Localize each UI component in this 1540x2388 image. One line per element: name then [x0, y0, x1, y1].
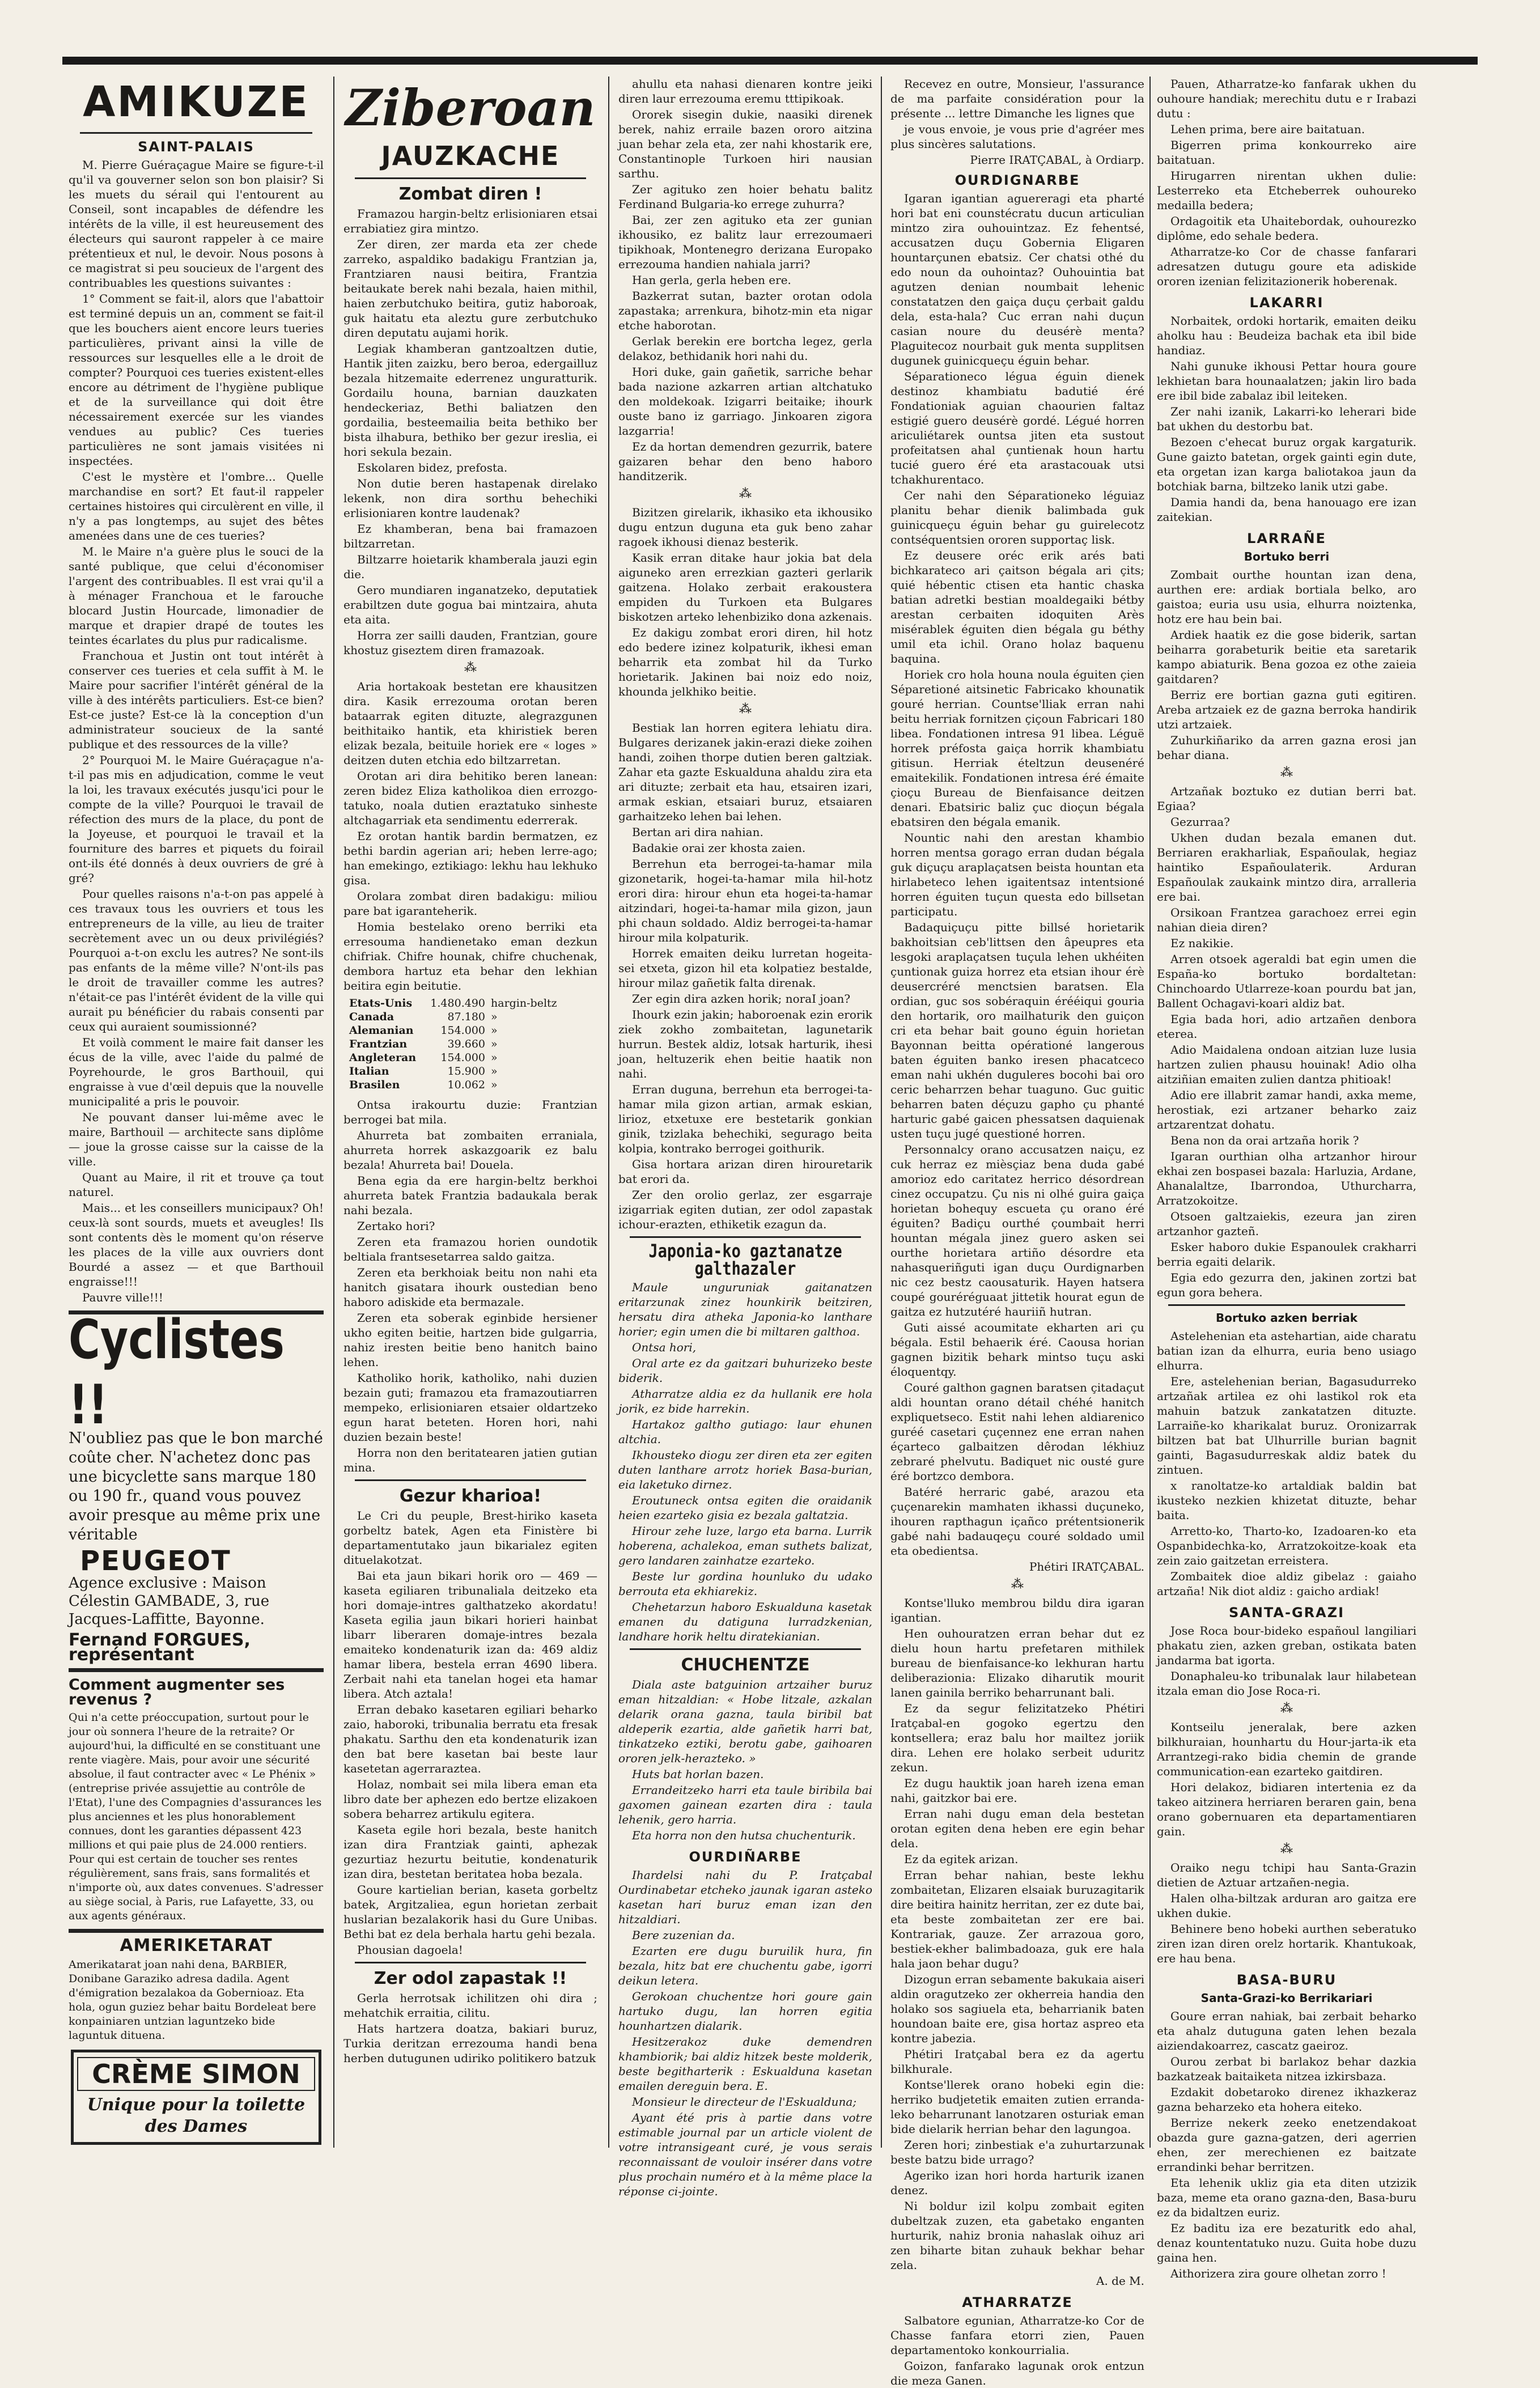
article-paragraph: Pauvre ville!!!	[82, 1291, 163, 1304]
masthead-amikuze: AMIKUZE	[83, 78, 309, 126]
asterism-icon: ⁂	[739, 702, 752, 716]
article-body	[69, 158, 324, 1305]
article-paragraph: Holaz, nombait sei mila libera eman eta libro date ber aphezen edo bertze elizakoen sobera beharrez artikulu egitera.	[343, 1778, 597, 1821]
article-paragraph: Franchoua et Justin ont tout intérêt à conserver ces tueries et cela suffit à M. le Maire pour sacrifier l'intérêt général de la ville à des intérêts particuliers. Est-ce bien? Est-ce juste? Est-ce là la conception d'un administrateur soucieux de la santé publique et des ressources de la ville?	[69, 649, 324, 751]
article-paragraph: Horrek emaiten deiku lurretan hogeita-sei etxeta, gizon hil eta kolpatiez bestalde, hirour milaz gañetik falta direnak.	[618, 947, 872, 990]
article-paragraph: Erran duguna, berrehun eta berrogei-ta-hamar mila gizon artian, armak eskian, lirioz, etxetuxe ere bestetarik gonkian ginik, tzizlaka behechiki, segurago beita kolpia, kontrako berrogei goithurik.	[618, 1083, 872, 1155]
article-paragraph: Horra non den beritatearen jatien gutian mina.	[343, 1446, 597, 1474]
article-paragraph: Atharratze aldia ez da hullanik ere hola jorik, ez bide harrekin.	[618, 1387, 872, 1415]
advert-title: CRÈME SIMON	[77, 2057, 315, 2091]
article-paragraph: Bizitzen girelarik, ikhasiko eta ikhousiko dugu entzun duguna eta guk beno zahar ragoek ikhousi dienaz besterik.	[618, 506, 872, 549]
article-body	[1157, 2009, 1416, 2281]
stats-cell: hargin-beltz	[491, 997, 557, 1010]
section-title-ourdinarbe: OURDIÑARBE	[689, 1849, 802, 1865]
stats-cell: »	[491, 1024, 498, 1037]
article-paragraph: Orotan ari dira behitiko beren lanean: zeren bidez Eliza katholikoa dien errozgo-tatuko, noala dutien eraztatuko sinheste altchagarriak eta sendimentu ederrerak.	[343, 769, 597, 827]
stats-cell: 10.062	[447, 1079, 485, 1091]
article-paragraph: Goizon, fanfarako lagunak orok entzun die meza Ganen.	[890, 2359, 1144, 2387]
article-body	[343, 1991, 597, 2065]
article-body	[1157, 784, 1416, 1300]
article-paragraph: Aria hortakoak bestetan ere khausitzen dira. Kasik errezouma orotan beren bataarrak egiten dituzte, alegrazgunen beithitaiko hantik, eta khiristiek beren elizak bezala, beituile horiek ere « loges » deitzen duten etchia edo biltzarretan.	[343, 680, 597, 767]
article-paragraph: Homia bestelako oreno berriki eta erresouma handienetako eman dezkun chifriak. Chifre hounak, chifre chuchenak, dembora hartuz eta behar den lekhian beitira egin beitutie.	[343, 920, 597, 992]
divider	[80, 132, 312, 134]
article-paragraph: Igaran igantian aguereragi eta pharté hori bat eni counstécratu ducun articulian mintzo zira ouhouintzaz. Ez fehentsé, accusatzen duçu Gobernia Eligaren hountarçunen ebatsiz. Cer chatsi othé du edo noun da ouhointaz? Ouhouintia bat agutzen denian noumbait lehenic constatatzen den gaiça duçu çerbait galdu dela, esta-hala? Cuc erran nahi duçun casian noure du deusérè menta? Plaguitecoz nourbait guk menta supplitsen dugunek guinicqueçu éguin behar.	[890, 192, 1144, 367]
article-paragraph: Couré galthon gagnen baratsen çitadaçut aldi hountan orano détail chéhé hanitch expliquetseco. Estit nahi lehen aldiarenico guréé casetari çuçennez ene erran nahen éçarteco galbaitzen dêrodan lékhiuz zebraré phelvutu. Badiquet nic ousté gure éré bortzco dembora.	[890, 1381, 1144, 1483]
article-body	[343, 679, 597, 993]
article-body	[890, 77, 1144, 151]
article-paragraph: Monsieur le directeur de l'Eskualduna;	[632, 2095, 857, 2109]
article-body	[1157, 313, 1416, 524]
section-title-saint-palais: SAINT-PALAIS	[138, 139, 254, 155]
article-paragraph: Bezoen c'ehecat buruz orgak kargaturik. Gune gaizto batetan, orgek gainti egin dute, eta orgetan izan karga baliotakoa jaun da botchiak barna, biltzeko lanik utzi gabe.	[1157, 435, 1416, 493]
advert-title: AMERIKETARAT	[120, 1936, 273, 1956]
article-paragraph: Phousian dagoela!	[357, 1943, 463, 1957]
article-paragraph: Ardiek haatik ez die gose biderik, sartan beiharra gorabeturik beitie eta saretarik kampo abiaturik. Bena gozoa ez othe zaieia gaitdaren?	[1157, 628, 1416, 686]
column-ziberoan	[340, 77, 601, 2156]
article-paragraph: Norbaitek, ordoki hortarik, emaiten deiku aholku hau : Beudeiza bachak eta ibil bide handiaz.	[1157, 314, 1416, 357]
article-paragraph: Diala aste batguinion artzaiher buruz eman hitzaldian: « Hobe litzale, azkalan delarik orana gazna, taula biribil bat aldeperik ezartia, alde gañetik harri bat, tinkatzeko eztiki, berotu gabe, gaihoaren ororen jelk-herazteko. »	[618, 1678, 872, 1765]
article-paragraph: Mais... et les conseillers municipaux? Oh! ceux-là sont sourds, muets et aveugles! Ils sont contents dès le moment qu'on réserve les places de la ville aux ouvriers dont Bourdé a assez — et que Barthouil engraisse!!!	[69, 1201, 324, 1288]
article-paragraph: Ere, astelehenian berian, Bagasudurreko artzañak artilea ez ohi lastikol rok eta mahuin batzuk zankatatzen dituzte. Larraiñe-ko kharikalat buruz. Oronizarrak biltzen bat bat Ulhurrille burian bagnit gainti, Bagasudurreskak aldiz batek du zintuen.	[1157, 1375, 1416, 1477]
article-paragraph: Zer agituko zen hoier behatu balitz Ferdinand Bulgaria-ko errege zuhurra?	[618, 183, 872, 211]
stats-cell: 39.660	[447, 1038, 485, 1050]
article-paragraph: Cer nahi den Séparationeko léguiaz planitu behar dienik balimbada guk guinicqueçu éguin behar gu guirelecotz contséquentsien ororen supportaç lisk.	[890, 489, 1144, 546]
stats-cell: Frantzian	[349, 1038, 408, 1050]
article-paragraph: Errandeitzeko harri eta taule biribila bai gaxomen gainean ezarten dira : taula lehenik, gero harria.	[618, 1783, 872, 1826]
asterism-icon: ⁂	[1280, 1702, 1293, 1716]
article-paragraph: Dizogun erran sebamente bakukaia aiseri aldin oragutzeko zer okherreia handia den holako sos sagiuela eta, beharrianik baten houndoan baite ere, gisa hortaz aspreo eta kontre jabezia.	[890, 1973, 1144, 2045]
article-paragraph: Adio ere illabrit zamar handi, axka meme, herostiak, ezi artzaner beharko zaiz artzarentzat dohatu.	[1157, 1088, 1416, 1131]
article-paragraph: Erran behar nahian, beste lekhu zombaitetan, Elizaren elsaiak buruzagitarik dire beitira hainitz herritan, zer ez dute bai, eta beste zombaitetan zer ere bai. Kontrariak, gauze. Zer arrazoua goro, bestiek-ekher balimbadoaza, guk ere hala hala jaon behar dugu?	[890, 1868, 1144, 1970]
stats-cell: »	[491, 1011, 498, 1023]
article-paragraph: Nahi gunuke ikhousi Pettar houra goure lekhietan bara hounaalatzen; jakin liro bada ere ibil bide zabalaz ibil leiteken.	[1157, 359, 1416, 402]
article-paragraph: Orolara zombat diren badakigu: miliou pare bat igaranteherik.	[343, 889, 597, 918]
article-paragraph: Halen olha-biltzak arduran aro gaitza ere ukhen dukie.	[1157, 1891, 1416, 1920]
article-paragraph: Et voilà comment le maire fait danser les écus de la ville, avec l'aide du palmé de Poyrehourde, le gros Barthouil, qui engraisse à vue d'œil depuis que la nouvelle municipalité a pris le pouvoir.	[69, 1036, 324, 1108]
article-paragraph: M. le Maire n'a guère plus le souci de la santé publique, que celui d'économiser l'argent des contribuables. Il est vrai qu'il a à ménager Franchoua et le farouche blocard Justin Hourcade, limonadier de marque et drapier drapé de toutes les teintes écarlates du plus pur radicalisme.	[69, 545, 324, 647]
article-paragraph: Zeren eta framazou horien oundotik beltiala frantsesetarrea saldo gaitza.	[343, 1235, 597, 1263]
article-paragraph: Gero mundiaren inganatzeko, deputatiek erabiltzen dute gogua bai mintzaira, ahuta eta aita.	[343, 583, 597, 626]
column-separator	[881, 77, 882, 2148]
column-three	[615, 77, 876, 2198]
article-paragraph: Recevez en outre, Monsieur, l'assurance de ma parfaite considération pour la présente ... lettre Dimanche les lignes que	[890, 77, 1144, 120]
stats-cell: Etats-Unis	[349, 997, 413, 1010]
article-paragraph: Bazkerrat sutan, bazter orotan odola zapastaka; arrenkura, bihotz-min eta nigar etche haborotan.	[618, 289, 872, 332]
asterism-icon: ⁂	[464, 661, 477, 675]
article-paragraph: Ontsa irakourtu duzie: Frantzian berrogei bat mila.	[343, 1098, 597, 1126]
stats-cell: »	[491, 1038, 498, 1050]
article-paragraph: Non dutie beren hastapenak direlako lekenk, non dira sorthu behechiki erlisioniaren kontre laudenak?	[343, 477, 597, 520]
article-paragraph: Phétiri Iratçabal bera ez da agertu bilkhurale.	[890, 2047, 1144, 2076]
article-body	[343, 1097, 597, 1475]
article-body	[1157, 1623, 1416, 1698]
article-body	[343, 1508, 597, 1957]
article-paragraph: Bai eta jaun bikari horik oro — 469 — kaseta egiliaren tribunaliala deitzeko eta hori domaje-intres galthatzeko akordatu! Kaseta egilia jaun bikari horieri hainbat libarr liberaren domaje-intres bezala emaiteko kondenaturik izan da: 469 aldiz hamar libera, bestela erran 4690 libera. Zerbait nahi eta tanelan hogei eta hamar libera. Atch aztala!	[343, 1569, 597, 1700]
article-paragraph: Ezdakit dobetaroko direnez ikhazkeraz gazna beharzeko eta hohera eiteko.	[1157, 2085, 1416, 2114]
asterism-icon: ⁂	[1011, 1577, 1024, 1592]
article-paragraph: Horiek cro hola houna noula éguiten çien Séparetioné aitsinetic Fabricako khounatik gouré herrian. Countse'lliak erran nahi beitu herriak fornitzen çiçoun Fabricari 180 libea. Fondationen intresa 91 libea. Léguë horrek préfosta gaiça horrik khambiatu gitisun. Herriak ételtzun deusenéré emaitekilik. Fondationen intresa éré émaite çioçu Bureau de Bienfaisance deitzen denari. Ebatsiric baliz çuc dioçun bégala ebatsiren den bégala emanik.	[890, 668, 1144, 829]
article-body	[1157, 1329, 1416, 1598]
section-title-larrane: LARRAÑE	[1247, 531, 1326, 546]
article-paragraph: 2° Pourquoi M. le Maire Guéraçague n'a-t-il pas mis en adjudication, comme le veut la loi, les travaux exécutés jusqu'ici pour le compte de la ville? Pourquoi le travail de réfection des murs de la place, du pont de la Joyeuse, et pourquoi le travail et la fourniture des barres et piquets du foirail ont-ils été donnés à deux ouvriers de gré à gré?	[69, 753, 324, 885]
article-paragraph: Atharratze-ko Cor de chasse fanfarari adresatzen dutugu goure eta adiskide ororen izenian felizitazionerik hoberenak.	[1157, 245, 1416, 288]
section-title-atharratze: ATHARRATZE	[962, 2294, 1073, 2310]
stats-row	[349, 996, 597, 1010]
section-title-santa-grazi: SANTA-GRAZI	[1228, 1605, 1345, 1621]
article-paragraph: Ihardelsi nahi du P. Iratçabal Ourdinabetar etcheko jaunak igaran asteko kasetan hari buruz eman izan den hitzaldiari.	[618, 1868, 872, 1926]
stats-cell: Alemanian	[349, 1024, 414, 1037]
article-body	[1157, 77, 1416, 289]
article-paragraph: Bere zuzenian da.	[632, 1928, 735, 1942]
section-title-ourdignarbe: OURDIGNARBE	[954, 172, 1080, 188]
article-paragraph: Ni boldur izil kolpu zombait egiten dubeltzak zuzen, eta gabetako enganten hurturik, nahiz bronia nahaslak oihuz ari zen biharte bitan zuhauk bekhar behar zela.	[890, 2199, 1144, 2272]
divider	[355, 1479, 586, 1481]
article-paragraph: Hen ouhouratzen erran behar dut ez dielu houn hartu prefetaren mithilek bureau de bienfaisance-ko lekhuran hartu deliberazionia: Elizako diharutik mourit lanen gainila berriko beharrunant bali.	[890, 1627, 1144, 1699]
divider	[355, 177, 586, 179]
article-body	[618, 1280, 872, 1644]
column-separator	[1149, 77, 1151, 2148]
column-amikuze	[65, 77, 327, 2156]
article-paragraph: Zer den orolio gerlaz, zer esgarraje izigarriak egiten dutian, zer odol zapastak ichour-erazten, ethiketik ezagun da.	[618, 1188, 872, 1231]
article-paragraph: Goure kartielian berian, kaseta gorbeltz batek, Argitzaliea, egun horietan zerbait huslarian bezalakorik hasi du Gure Unibas. Bethi bat ez dela berhala hartu gehi bezala.	[343, 1883, 597, 1941]
article-paragraph: M. Pierre Guéraçague Maire se figure-t-il qu'il va gouverner selon son bon plaisir? Si les muets du sérail qui l'entourent au Conseil, sont incapables de défendre les intérêts de la ville, il est heureusement des électeurs qui sauront rappeler à ce maire prétentieux et nul, le devoir. Nous posons à ce magistrat si peu soucieux de l'argent des contribuables les questions suivantes :	[69, 158, 324, 290]
article-paragraph: Batéré herraric gabé, arazou eta çuçenarekin mamhaten ikhassi duçuneko, ihouren rapthagun içañco prétentsionerik gabé nahi badauqeçu couré soldado umil eta obedientsa.	[890, 1485, 1144, 1558]
article-paragraph: Gezurraa?	[1170, 815, 1230, 829]
article-paragraph: Erran nahi dugu eman dela bestetan orotan egiten dena heben ere egin behar dela.	[890, 1807, 1144, 1850]
article-paragraph: Ordagoitik eta Uhaitebordak, ouhourezko diplôme, edo sehale bedera.	[1157, 214, 1416, 243]
article-paragraph: Orsikoan Frantzea garachoez errei egin nahian dieia diren?	[1157, 906, 1416, 934]
article-paragraph: Ez da segur felizitatzeko Phétiri Iratçabal-en gogoko egertzu den kontsellera; eraz balu hor mailtez joriik dira. Lehen ere holako serbeit uduritz zekun.	[890, 1702, 1144, 1774]
article-paragraph: Gisa hortara arizan diren hirouretarik bat erori da.	[618, 1157, 872, 1186]
advert-title: Comment augmenter ses revenus ?	[69, 1676, 285, 1708]
article-paragraph: Ayant été pris à partie dans votre estimable journal par un article violent de votre intransigeant curé, je vous serais reconnaissant de vouloir insérer dans votre plus prochain numéro et à la même place la réponse ci-jointe.	[618, 2111, 872, 2198]
advert-agent: Agence exclusive : Maison Célestin GAMBADE, 3, rue Jacques-Laffitte, Bayonne.	[69, 1575, 270, 1628]
stats-cell: Angleteran	[349, 1051, 417, 1064]
article-paragraph: Otsoen galtzaiekis, ezeura jan ziren artzanhor gazteñ.	[1157, 1210, 1416, 1238]
article-paragraph: Kasik erran ditake haur jokia bat dela aiguneko aren errezkian gazteri gerlarik gaitzena. Holako zerbait erakoustera empiden du Turkoen eta Bulgares biskotzen arteko lehenbiziko dona azkenais.	[618, 551, 872, 623]
article-paragraph: Hesitzerakoz duke demendren khambiorik; bai aldiz hitzek beste molderik, beste begitharterik : Eskualduna kasetan emailen dereguin bera. E.	[618, 2035, 872, 2093]
article-paragraph: Zeren hori; zinbestiak e'a zuhurtarzunak beste batzu bide urrago?	[890, 2138, 1144, 2166]
article-paragraph: Biltzarre hoietarik khamberala jauzi egin die.	[343, 553, 597, 581]
statistics-table	[349, 996, 597, 1092]
column-four	[887, 77, 1148, 2387]
advert-body: Amerikatarat joan nahi dena, BARBIER, Donibane Garaziko adresa dadila. Agent d'émigration bezalakoa da Gobernioaz. Eta hola, ogun guziez behar baitu Bordeleat bere konpainiaren untzian laguntzeko bide laguntuk dituena.	[69, 1958, 316, 2042]
advert-revenus	[69, 1678, 324, 1923]
article-paragraph: Bestiak lan horren egitera lehiatu dira. Bulgares derizanek jakin-erazi dieke zoihen handi, zoihen thorpe dutien beren galtziak. Zahar eta gazte Eskualduna ahaldu zira eta ari dituzte; zerbait eta hau, etsairen izari, armak eskian, etsaiari buruz, etsaiaren garhaitzeko lehen bai lehen.	[618, 721, 872, 823]
article-paragraph: ahullu eta nahasi dienaren kontre jeiki diren laur errezouma eremu tttipikoak.	[618, 77, 872, 105]
article-paragraph: Pauen, Atharratze-ko fanfarak ukhen du ouhoure handiak; merechitu dutu e r Irabazi dutu :	[1157, 77, 1416, 120]
article-paragraph: Hori delakoz, bidiaren intertenia ez da takeo aitzinera herriaren beraren gain, bena orano gobernuaren eta departamentiaren gain.	[1157, 1780, 1416, 1838]
stats-row	[349, 1078, 597, 1092]
article-paragraph: Eskolaren bidez, prefosta.	[357, 461, 508, 474]
article-paragraph: Bena egia da ere hargin-beltz berkhoi ahurreta batek Frantzia badaukala berak nahi bezala.	[343, 1174, 597, 1217]
article-paragraph: Kontseilu jeneralak, bere azken bilkhuraian, hounhartu du Hour-jarta-ik eta Arrantzegi-rako bidia chemin de grande communication-ean ezarteko gaitdiren.	[1157, 1720, 1416, 1778]
article-paragraph: Ez dakigu zombat erori diren, hil hotz edo bedere izinez kolpaturik, ikhesi eman beharrik eta zombat hil da Turko horietarik. Jakinen bai noiz edo noiz, khounda jelkhiko beitie.	[618, 626, 872, 698]
article-paragraph: Aithorizera zira goure olhetan zorro !	[1170, 2267, 1386, 2280]
article-paragraph: Ihourk ezin jakin; haboroenak ezin erorik ziek zokho zombaitetan, lagunetarik hurrun. Bestek aldiz, lotsak harturik, ihesi joan, heltuzerik ehen beitie haatik non nahi.	[618, 1008, 872, 1080]
article-paragraph: Hartakoz galtho gutiago: laur ehunen altchia.	[618, 1418, 872, 1446]
article-paragraph: Ez da egitek arizan.	[904, 1852, 1019, 1866]
advert-title: Cyclistes !!	[69, 1308, 285, 1436]
article-paragraph: Ez da hortan demendren gezurrik, batere gaizaren behar den beno haboro handitzerik.	[618, 440, 872, 483]
article-paragraph: Katholiko horik, katholiko, nahi duzien bezain guti; framazou eta framazoutiarren mempeko, erlisioniaren etsaier oldartzeko egun harat beteten. Horen hori, nahi duzien bezain beste!	[343, 1371, 597, 1444]
article-title-zer-odol: Zer odol zapastak !!	[374, 1969, 567, 1988]
section-title-basa-buru: BASA-BURU	[1236, 1972, 1337, 1988]
article-paragraph: Eroutuneck ontsa egiten die oraidanik heien ezarteko gisia ez bezala galtatzia.	[618, 1494, 872, 1522]
divider	[69, 1668, 324, 1672]
article-paragraph: Bena non da orai artzaña horik ?	[1170, 1134, 1359, 1147]
stats-cell: »	[491, 1051, 498, 1064]
article-paragraph: Zombait ourthe hountan izan dena, aurthen ere: ardiak bortiala belko, aro gaistoa; euria usu usia, elhurra noiztenka, hotz ere hau bein bai.	[1157, 568, 1416, 626]
article-paragraph: Ez baditu iza ere bezaturitk edo ahal, denaz kountentatuko nuzu. Guita hobe duzu gaina hen.	[1157, 2221, 1416, 2264]
article-paragraph: Behinere beno hobeki aurthen seberatuko ziren izan diren orelz hortarik. Khantukoak, ere hau bena.	[1157, 1922, 1416, 1965]
article-paragraph: Ezarten ere dugu buruilik hura, fin bezala, hitz bat ere chuchentu gabe, igorri deikun letera.	[618, 1944, 872, 1987]
article-paragraph: Esker haboro dukie Espanoulek crakharri berria egaiti delarik.	[1157, 1240, 1416, 1269]
signature: A. de M.	[1096, 2274, 1144, 2288]
article-paragraph: Hirugarren nirentan ukhen dulie: Lesterreko eta Etcheberrek ouhoureko medailla bedera;	[1157, 169, 1416, 212]
divider	[1168, 1304, 1405, 1306]
advert-creme-simon	[71, 2050, 321, 2145]
stats-row	[349, 1024, 597, 1037]
asterism-icon: ⁂	[739, 487, 752, 501]
article-paragraph: Gerla herrotsak ichilitzen ohi dira ; mehatchik erraitia, cilitu.	[343, 1991, 597, 2020]
advert-body: Qui n'a cette préoccupation, surtout pour le jour où sonnera l'heure de la retraite? Or aujourd'hui, la difficulté en se constituant une rente viagère. Mais, pour avoir une sécurité absolue, il faut contracter avec « Le Phénix » (entreprise privée assujettie au contrôle de l'Etat), l'une des Compagnies d'assurances les plus anciennes et les plus honorablement connues, dont les garanties dépassent 423 millions et qui paie plus de 24.000 rentiers. Pour qui est certain de toucher ses rentes régulièrement, sans frais, sans formalités et n'importe où, aux dates convenues. S'adresser au siège social, à Paris, rue Lafayette, 33, ou aux agents généraux.	[69, 1711, 324, 1922]
article-paragraph: Jose Roca bour-bideko españoul langiliari phakatu zien, azken greban, ostikata baten jandarma bat igorta.	[1157, 1624, 1416, 1667]
column-separator	[333, 77, 334, 2148]
article-paragraph: Oral arte ez da gaitzari buhurizeko beste biderik.	[618, 1356, 872, 1385]
article-paragraph: Zombaitek dioe aldiz gibelaz : gaiaho artzaña! Nik diot aldiz : gaicho ardiak!	[1157, 1570, 1416, 1598]
stats-cell: 154.000	[440, 1051, 485, 1064]
column-separator	[608, 77, 609, 2148]
divider	[630, 1236, 861, 1238]
article-paragraph: Arretto-ko, Tharto-ko, Izadoaren-ko eta Ospanbidechka-ko, Arratzokoitze-koak eta zein zaio gaitzetan erreistera.	[1157, 1524, 1416, 1567]
article-paragraph: Huts bat horlan bazen.	[632, 1767, 764, 1781]
article-paragraph: Badaquiçuçu pitte billsé horietarik bakhoitsian ceb'littsen den âpeupres eta lesgoki araplaçatsen tuçula lehen ukhéiten çuntionak guiza horrez eta etsian ihour érè deusercréré menctsien baratsen. Ela ordian, guc sos sobéraquin érééiqui gouria den hortarik, oro mailhaturik den guiçon cri eta behar bait gouno éguin horietan Bayonnan beitta opérationé langerous baten éguiten banko iresen phacatceco eman nahi ukhén duguleres bocohi bai oro ceric beharrzen behar tuaguno. Guc guitic beharren baten déçuzu gapho çu phanté harturic gabé gaicen phessatsen daquienak usten tuçu jugé questioné horren.	[890, 921, 1144, 1140]
article-paragraph: C'est le mystère et l'ombre... Quelle marchandise en sort? Et faut-il rappeler certaines histoires qui circulèrent en ville, il n'y a pas longtemps, au sujet des bêtes amenées dans une de ces tueries?	[69, 470, 324, 542]
article-paragraph: Quant au Maire, il rit et trouve ça tout naturel.	[69, 1170, 324, 1199]
article-title-gezur: Gezur kharioa!	[399, 1486, 542, 1506]
stats-cell: 87.180	[447, 1011, 485, 1023]
article-paragraph: Personnalcy orano accusatzen naiçu, ez cuk herraz ez mièsçiaz bena duda gabé amorioz edo caritatez herrico désordrean cinez occupatzu. Çu nis ni olhé guira gaiça horietan bohequy escueta çu orano éré éguiten? Badiçu ourthé çoumbait herri hountan mégala jinez guero asken sei ourthe horietara artiño désordre eta nahasqueriñguti igan duçu Ourdignarben nic cez bestz caousaturik. Hayen hatsera coupé gouréréguaat jittetik hourat egun de gaitza ez hutzutéré hauriiñ hutran.	[890, 1143, 1144, 1318]
stats-row	[349, 1010, 597, 1024]
article-paragraph: Ororek sisegin dukie, naasiki direnek berek, nahiz erraile bazen ororo aitzina juan behar zela eta, zer nahi khostarik ere, Constantinople Turkoen hiri nausian sarthu.	[618, 108, 872, 180]
article-body	[618, 77, 872, 483]
article-paragraph: Zer diren, zer marda eta zer chede zarreko, aspaldiko badakigu Frantzian ja, Frantziaren nausi beitira, Frantzia beitaukate berek nahi bezala, haien mithil, haien zerbutchuko beitira, gutiz haboroak, guk haitatu eta aleztu gure zerbutchuko diren deputatu aujami horik.	[343, 237, 597, 340]
article-paragraph: Han gerla, gerla heben ere.	[632, 273, 791, 287]
stats-row	[349, 1037, 597, 1051]
stats-cell: »	[491, 1079, 498, 1091]
divider	[69, 1929, 324, 1933]
article-paragraph: Ez khamberan, bena bai framazoen biltzarretan.	[343, 522, 597, 550]
article-paragraph: 1° Comment se fait-il, alors que l'abattoir est terminé depuis un an, comment se fait-il que les bouchers aient encore leurs tueries particulières, privant ainsi la ville de ressources sur lesquelles elle a le droit de compter? Pourquoi ces tueries existent-elles encore au détriment de l'hygiène publique et de la surveillance qui doit être nécessairement exercée sur les viandes vendues au public? Ces tueries particulières ne sont jamais visitées ni inspectées.	[69, 292, 324, 468]
article-paragraph: Horra zer sailli dauden, Frantzian, goure khostuz giseztem diren framazoak.	[343, 629, 597, 657]
divider	[355, 1962, 586, 1963]
article-paragraph: Zer egin dira azken horik; noraI joan?	[632, 992, 851, 1006]
advert-ameriketarat	[69, 1936, 324, 2043]
article-paragraph: Berrize nekerk zeeko enetzendakoat obazda gure gazna-gatzen, deri agerrien ehen, zer merechienen ez baitzate errandinki behar berritzen.	[1157, 2116, 1416, 2174]
article-body	[1157, 1860, 1416, 1966]
article-paragraph: Salbatore egunian, Atharratze-ko Cor de Chasse fanfara etorri zien, Pauen departamentoko konkourrialia.	[890, 2314, 1144, 2357]
article-paragraph: Kontse'lluko membrou bildu dira igaran igantian.	[890, 1596, 1144, 1624]
article-paragraph: Nountic nahi den arestan khambio horren mentsa gorago erran dudan bégala guk diçuçu araplaçatsen beista hountan eta hirlabeteco lehen igaitentsaz intentsioné horren éguiten tuçun questa edo billsetan participatu.	[890, 831, 1144, 918]
article-paragraph: Badakie orai zer khosta zaien.	[632, 841, 806, 855]
article-paragraph: Le Cri du peuple, Brest-hiriko kaseta gorbeltz batek, Agen eta Finistère bi departamentutako jaun bikarialez egiten dituelakotzat.	[343, 1509, 597, 1567]
article-paragraph: Ourou zerbat bi barlakoz behar dazkia bazkatzeak baitaiketa nitzea izkirsbaza.	[1157, 2055, 1416, 2083]
article-paragraph: Gerlak berekin ere bortcha legez, gerla delakoz, bethidanik hori nahi du.	[618, 334, 872, 363]
article-paragraph: Astelehenian eta astehartian, aide charatu batian izan da elhurra, euria beno usiago elhurra.	[1157, 1329, 1416, 1372]
asterism-icon: ⁂	[1280, 1842, 1293, 1856]
stats-cell: 15.900	[447, 1065, 485, 1078]
article-title-chuchentze: CHUCHENTZE	[681, 1655, 810, 1675]
stats-cell: Canada	[349, 1011, 394, 1023]
article-body	[618, 720, 872, 1232]
article-paragraph: Ukhen dudan bezala emanen dut. Berriaren erakharliak, Españoulak, hegiaz haintiko Españoulaterik. Arduran Españoulak zaukaink mintzo dira, arralleria ere bai.	[1157, 831, 1416, 904]
article-paragraph: Erran debako kasetaren egiliari beharko zaio, haboroki, tribunalia berratu eta fresak phakatu. Sarthu den eta kondenaturik izan den bat bere kasetan bai beste laur kasetetan agerraraztea.	[343, 1703, 597, 1775]
advert-tagline: Unique pour la toilette des Dames	[87, 2095, 306, 2136]
article-title-zombat: Zombat diren !	[398, 184, 542, 204]
article-paragraph: Donaphaleu-ko tribunalak laur hilabetean itzala eman dio Jose Roca-ri.	[1157, 1669, 1416, 1698]
article-body	[1157, 567, 1416, 732]
advert-brand: PEUGEOT	[80, 1545, 231, 1577]
article-paragraph: Ez deusere oréc erik arés bati bichkarateco ari çaitson bégala ari çits; quié hébentic ctisen eta hantic chaska batian adretki bestian moaldegaiki bétby arestan cerbaiten idoquiten Arès misérablek éguiten dien bégala gu béthy umil eta ichil. Orano holaz baquenu baquina.	[890, 549, 1144, 665]
advert-body: N'oubliez pas que le bon marché coûte cher. N'achetez donc pas une bicyclette sans marque 180 ou 190 fr., quand vous pouvez avoir presque au même prix une véritable	[69, 1430, 323, 1543]
article-paragraph: Eta lehenik ukliz gia eta diten utzizik baza, meme eta orano gazna-den, Basa-buru ez da bidaltzen euriz.	[1157, 2176, 1416, 2219]
article-paragraph: Artzañak boztuko ez dutian berri bat. Egiaa?	[1157, 784, 1416, 813]
article-paragraph: Ahurreta bat zombaiten erraniala, ahurreta horrek askazgoarik ez balu bezala! Ahurreta bai! Douela.	[343, 1129, 597, 1172]
article-paragraph: Séparationeco légua éguin dienek destinoz khambiatu badutié éré Fondationiak aguian chaourien faltaz estigié guero deusérè gordé. Légué horren ariculiétarek ountsa jiten eta sustout profeitatsen ahal çuntienak houn hartu tucié guero éré eta arastacouak utsi tchakhurentaco.	[890, 370, 1144, 486]
article-paragraph: Adio Maidalena ondoan aitzian luze lusia hartzen zulien phausu houinak! Adio olha aitziñian emaiten zulien dantza phitioak!	[1157, 1043, 1416, 1086]
article-body	[1157, 1720, 1416, 1839]
article-paragraph: Hori duke, gain gañetik, sarriche behar bada nazione azkarren artian altchatuko den moldekoak. Izigarri beitaike; ihourk ouste bano iz garriago. Jinkoaren zigora lazgarria!	[618, 365, 872, 438]
article-paragraph: Berriz ere bortian gazna guti egitiren. Areba artzaiek ez de gazna berroka handirik utzi artzaiek.	[1157, 688, 1416, 731]
article-paragraph: Gerokoan chuchentze hori goure gain hartuko dugu, lan horren egitia hounhartzen dialarik.	[618, 1990, 872, 2033]
article-paragraph: Bigerren prima konkourreko aire baitatuan.	[1157, 138, 1416, 167]
article-paragraph: Bai, zer zen agituko eta zer gunian ikhousiko, ez balitz laur errezoumaeri tipikhoak, Montenegro derizana Europako errezouma handien nahiala jarri?	[618, 213, 872, 271]
section-title-jauzkache: JAUZKACHE	[381, 141, 560, 171]
article-paragraph: Igaran ourthian olha artzanhor hirour ekhai zen bospasei bazala: Harluzia, Ardane, Ahanalaltze, Ibarrondoa, Uthurcharra, Arratzokoitze.	[1157, 1150, 1416, 1207]
article-paragraph: Kaseta egile hori bezala, beste hanitch izan dira Frantziak gainti, aphezak gezurtiaz hezurtu beitutie, kondenaturik izan dira, bestetan beritatea hoba bezala.	[343, 1823, 597, 1881]
article-paragraph: Oraiko negu tchipi hau Santa-Grazin dietien de Aztuar artzañen-negia.	[1157, 1861, 1416, 1889]
article-paragraph: Maule unguruniak gaitanatzen eritarzunak zinez hounkirik beitziren, hersatu dira atheka Japonia-ko lanthare horier; egin umen die bi miltaren galthoa.	[618, 1280, 872, 1338]
stats-cell: 1.480.490	[430, 997, 485, 1010]
article-paragraph: Damia handi da, bena hanouago ere izan zaitekian.	[1157, 495, 1416, 524]
article-paragraph: Hats hartzera doatza, bakiari buruz, Turkia deritzan errezouma handi bena herben dutugunen udiriko politikero batzuk	[343, 2022, 597, 2065]
article-body	[890, 2313, 1144, 2388]
article-paragraph: Zer nahi izanik, Lakarri-ko leherari bide bat ukhen du destorbu bat.	[1157, 405, 1416, 433]
subsection-title: Santa-Grazi-ko Berrikariari	[1200, 1991, 1373, 2005]
article-paragraph: Hirour zehe luze, largo eta barna. Lurrik hoberena, achalekoa, eman suthets balizat, gero landaren zainhatze ezarteko.	[618, 1524, 872, 1567]
article-body	[890, 191, 1144, 1558]
advert-cyclistes	[69, 1308, 324, 1665]
article-paragraph: Egia bada hori, adio artzañen denbora eterea.	[1157, 1012, 1416, 1041]
top-rule	[62, 57, 1478, 65]
article-paragraph: Ikhousteko diogu zer diren eta zer egiten duten lanthare arrotz horiek Basa-burian, eia laketuko dirnez.	[618, 1448, 872, 1491]
article-paragraph: Arren otsoek ageraldi bat egin umen die España-ko bortuko bordaltetan: Chinchoardo Utlarreze-koan pourdu bat jan, Ballent Ochagavi-koari aldiz bat.	[1157, 952, 1416, 1010]
article-body	[343, 206, 597, 658]
signature: Phétiri IRATÇABAL.	[1029, 1560, 1144, 1573]
stats-row	[349, 1064, 597, 1078]
article-paragraph: Ez orotan hantik bardin bermatzen, ez bethi bardin agerian ari; heben lerre-ago; han emekingo, eztikiago: lekhu hau lekhuko gisa.	[343, 829, 597, 887]
column-five	[1153, 77, 1420, 2280]
article-paragraph: Eta horra non den hutsa chuchenturik.	[632, 1829, 856, 1842]
article-title-japonia: Japonia-ko gaztanatze galthazaler	[648, 1241, 842, 1280]
article-paragraph: Ne pouvant danser lui-même avec le maire, Barthouil — architecte sans diplôme — joue la grosse caisse sur la caisse de la ville.	[69, 1110, 324, 1168]
article-paragraph: Zeren eta soberak eginbide hersiener ukho egiten beitie, hartzen bide gulgarria, nahiz iresten beitie beno hanitch baino lehen.	[343, 1311, 597, 1369]
section-title-lakarri: LAKARRI	[1249, 295, 1324, 311]
stats-cell: Brasilen	[349, 1079, 400, 1091]
article-paragraph: Pour quelles raisons n'a-t-on pas appelé à ces travaux tous les ouvriers et tous les entrepreneurs de la ville, au lieu de traiter secrètement avec un ou deux privilégiés? Pourquoi a-t-on exclu les autres? Ne sont-ils pas enfants de la même ville? N'ont-ils pas le droit de travailler comme les autres? n'était-ce pas l'intérêt évident de la ville qui aurait pu bénéficier du rabais consenti par ceux qui auraient soumissionné?	[69, 887, 324, 1033]
article-paragraph: Ageriko izan hori horda harturik izanen denez.	[890, 2169, 1144, 2197]
signature: Pierre IRATÇABAL, à Ordiarp.	[970, 153, 1144, 167]
stats-cell: Italian	[349, 1065, 389, 1078]
article-paragraph: Legiak khamberan gantzoaltzen dutie, Hantik jiten zaizku, bero beroa, edergailluz bezala hitzemaite ederrenez unguratturik. Gordailu houna, barnian dauzkaten hendeckeriaz, Bethi baliatzen den gordailia, besteemailia beita bethiko ber bista ilhabura, bethiko ber gezur ireslia, ei hori sekula bezain.	[343, 342, 597, 459]
article-paragraph: Chehetarzun haboro Eskualduna kasetak emanen du datiguna lurradzkenian, landhare horik heltu diratekianian.	[618, 1600, 872, 1643]
article-paragraph: je vous envoie, je vous prie d'agréer mes plus sincères salutations.	[890, 122, 1144, 151]
subsection-title: Bortuko azken berriak	[1215, 1311, 1358, 1325]
article-body	[618, 1677, 872, 1843]
article-paragraph: Beste lur gordina hounluko du udako berrouta eta ekhiarekiz.	[618, 1570, 872, 1598]
article-paragraph: Bertan ari dira nahian.	[632, 825, 763, 839]
article-paragraph: Goure erran nahiak, bai zerbait beharko eta ahalz dutuguna gaten lehen bezala aiziendakoarrez, cascatz gaeiroz.	[1157, 2009, 1416, 2052]
asterism-icon: ⁂	[1280, 766, 1293, 780]
article-paragraph: Zeren eta berkhoiak beitu non nahi eta hanitch gisatara ihourk oustedian beno haboro adiskide eta bermazale.	[343, 1266, 597, 1309]
article-paragraph: Berrehun eta berrogei-ta-hamar mila gizonetarik, hogei-ta-hamar mila hil-hotz erori dira: hirour ehun eta hogei-ta-hamar aitzindari, hogei-ta-hamar mila gizon, jaun phi chaun soldado. Aldiz berrogei-ta-hamar hirour mila kolpaturik.	[618, 857, 872, 944]
stats-cell: »	[491, 1065, 498, 1078]
article-paragraph: Zertako hori?	[357, 1219, 435, 1233]
advert-representative: Fernand FORGUES, représentant	[69, 1630, 251, 1665]
masthead-ziberoan: Ziberoan	[345, 78, 596, 137]
article-paragraph: Kontse'llerek orano hobeki egin die: herriko budjetetik emaiten zutien erranda-leko beharrunant lanotzaren osturiak eman bide dielarik herrian behar den lagungoa.	[890, 2078, 1144, 2136]
stats-row	[349, 1051, 597, 1064]
article-paragraph: Ez nakikie.	[1170, 936, 1234, 950]
article-paragraph: Framazou hargin-beltz erlisioniaren etsai errabiatiez gira mintzo.	[343, 207, 597, 235]
article-body	[618, 1868, 872, 2199]
article-body	[890, 1596, 1144, 2272]
article-paragraph: Ontsa hori,	[632, 1341, 697, 1354]
article-paragraph: Egia edo gezurra den, jakinen zortzi bat egun gora behera.	[1157, 1271, 1416, 1299]
article-paragraph: Lehen prima, bere aire baitatuan.	[1170, 122, 1365, 136]
stats-cell: 154.000	[440, 1024, 485, 1037]
subsection-title: Bortuko berri	[1244, 550, 1330, 563]
article-paragraph: Guti aissé acoumitate ekharten ari çu bégala. Estil behaerik éré. Caousa horian gagnen bizitik behark mintso tuçu aski éloquentqy.	[890, 1321, 1144, 1378]
article-paragraph: Zuhurkiñariko da arren gazna erosi jan behar diana.	[1157, 733, 1416, 762]
article-body	[618, 505, 872, 699]
article-paragraph: x ranoltatze-ko artaldiak baldin bat ikusteko nezkien khizetat dituzte, behar baita.	[1157, 1479, 1416, 1522]
article-paragraph: Ez dugu hauktik joan hareh izena eman nahi, gaitzkor bai ere.	[890, 1776, 1144, 1805]
divider	[630, 1648, 861, 1650]
